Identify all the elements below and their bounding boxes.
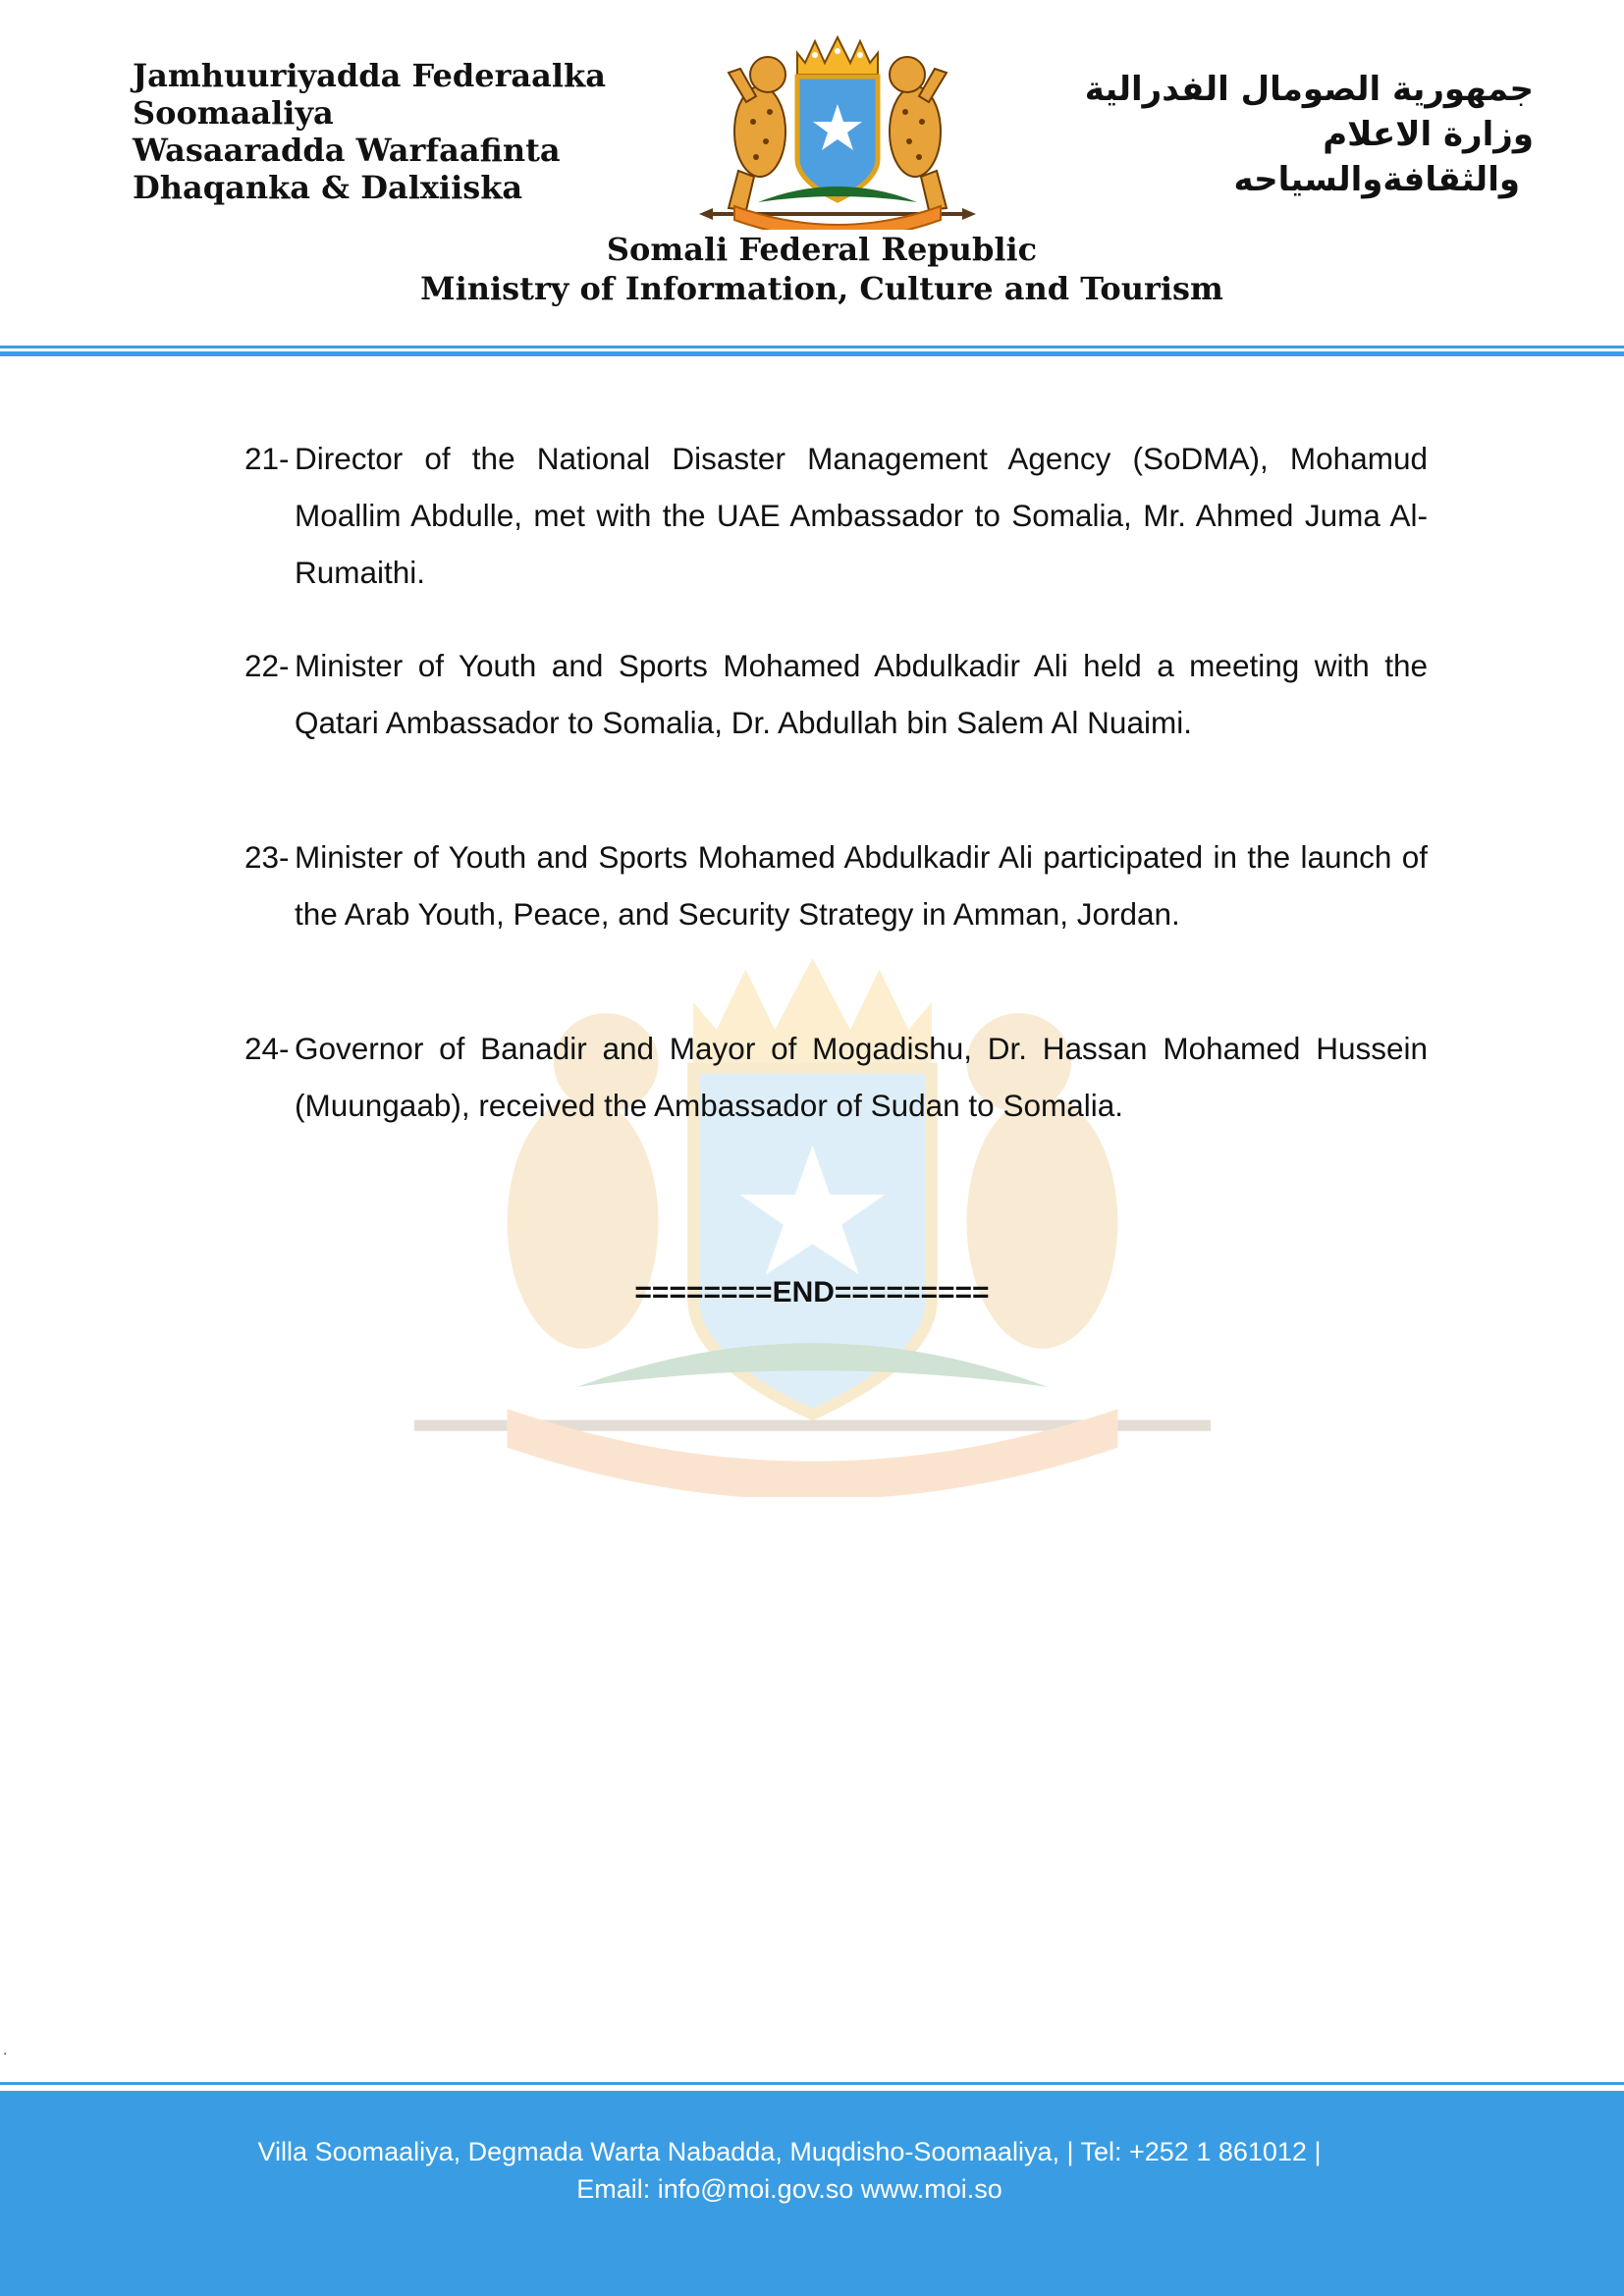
footer-contact — [0, 2133, 1579, 2208]
header-english-block — [0, 230, 1624, 308]
stray-mark: . — [3, 2042, 8, 2058]
header-english-line-2: Ministry of Information, Culture and Tourism — [420, 270, 1223, 307]
item-text: Governor of Banadir and Mayor of Mogadishu, Dr. Hassan Mohamed Hussein (Muungaab), received the Ambassador of Sudan to Somalia. — [295, 1031, 1428, 1123]
header-arabic-block — [984, 67, 1534, 202]
header-somali-block — [133, 57, 682, 206]
item-number: 23- — [244, 839, 290, 875]
header-somali-line-3: Wasaaradda Warfaafinta — [133, 132, 561, 169]
item-text: Director of the National Disaster Management Agency (SoDMA), Mohamud Moallim Abdulle, met with the UAE Ambassador to Somalia, Mr. Ahmed Juma Al-Rumaithi. — [295, 441, 1428, 590]
header-somali-line-4: Dhaqanka & Dalxiiska — [133, 169, 523, 206]
header-somali-line-1: Jamhuuriyadda Federaalka — [133, 57, 606, 94]
coat-of-arms-icon — [699, 33, 976, 230]
footer-email-line: Email: info@moi.gov.so www.moi.so — [576, 2174, 1002, 2204]
item-number: 22- — [244, 648, 290, 683]
footer-divider — [0, 2082, 1624, 2085]
header-arabic-line-2: وزارة الاعلام — [1323, 115, 1534, 154]
header-divider-thin — [0, 346, 1624, 348]
header-somali-line-2: Soomaaliya — [133, 94, 334, 132]
header-arabic-line-1: جمهورية الصومال الفدرالية — [1084, 70, 1534, 109]
list-item — [244, 828, 1428, 942]
end-marker: ========END========= — [634, 1276, 990, 1308]
item-text: Minister of Youth and Sports Mohamed Abdulkadir Ali participated in the launch of the Arab Youth, Peace, and Security Strategy in Amman, Jordan. — [295, 839, 1428, 932]
header-divider-thick — [0, 351, 1624, 356]
footer-address-line: Villa Soomaaliya, Degmada Warta Nabadda, Muqdisho-Soomaaliya, | Tel: +252 1 861012 | — [257, 2137, 1322, 2166]
list-item — [244, 1020, 1428, 1134]
item-number: 24- — [244, 1031, 290, 1066]
list-item — [244, 637, 1428, 751]
item-text: Minister of Youth and Sports Mohamed Abdulkadir Ali held a meeting with the Qatari Ambassador to Somalia, Dr. Abdullah bin Salem Al Nuaimi. — [295, 648, 1428, 740]
list-item — [244, 430, 1428, 601]
news-items-list — [244, 430, 1428, 1134]
header-arabic-line-3: والثقافةوالسياحه — [1233, 160, 1520, 199]
header-english-line-1: Somali Federal Republic — [606, 231, 1038, 268]
item-number: 21- — [244, 441, 290, 476]
